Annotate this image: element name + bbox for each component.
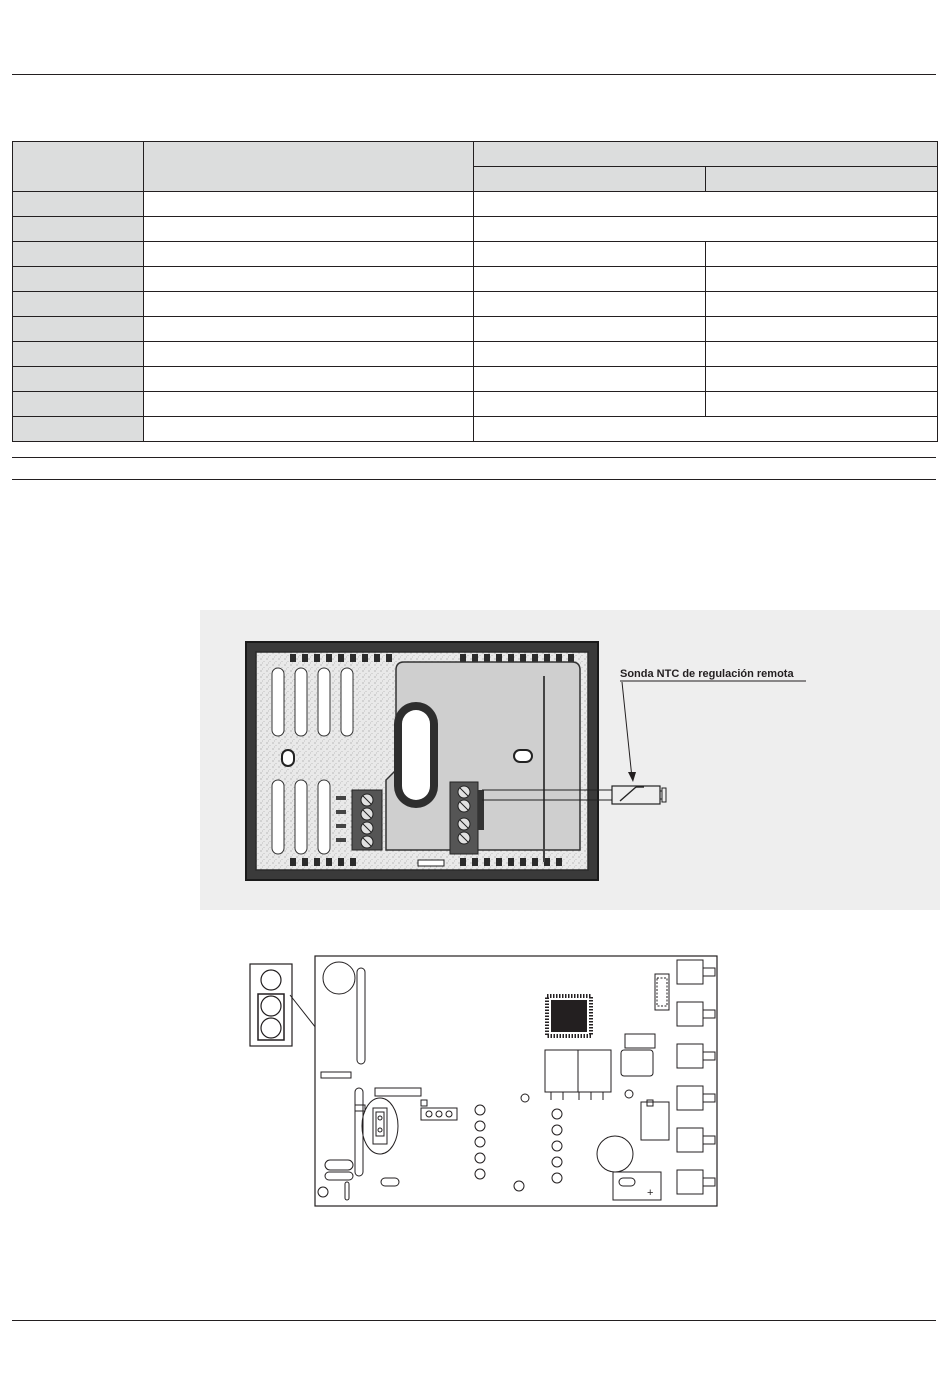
table-cell: [474, 192, 938, 217]
row-label-cell: [13, 417, 144, 442]
ntc-probe-label: Sonda NTC de regulación remota: [620, 668, 794, 680]
table-cell: [706, 242, 938, 267]
row-label-cell: [13, 367, 144, 392]
row-label-cell: [13, 317, 144, 342]
table-cell: [706, 367, 938, 392]
row-label-cell: [13, 192, 144, 217]
table-cell: [144, 392, 474, 417]
row-label-cell: [13, 217, 144, 242]
table-row: [13, 342, 938, 367]
table-row: [13, 417, 938, 442]
table-cell: [144, 292, 474, 317]
table-header-cell: [13, 142, 144, 192]
table-cell: [144, 242, 474, 267]
table-row: [13, 217, 938, 242]
table-cell: [706, 342, 938, 367]
table-cell: [706, 267, 938, 292]
table-subheader-cell: [706, 167, 938, 192]
table-cell: [474, 317, 706, 342]
table-cell: [474, 217, 938, 242]
table-header-cell: [144, 142, 474, 192]
table-cell: [474, 267, 706, 292]
thermostat-wiring-figure: [200, 610, 940, 910]
section-rule: [12, 479, 936, 480]
table-cell: [706, 292, 938, 317]
row-label-cell: [13, 242, 144, 267]
row-label-cell: [13, 267, 144, 292]
row-label-cell: [13, 392, 144, 417]
thermostat-housing: [246, 642, 598, 880]
table-cell: [706, 317, 938, 342]
table-subheader-cell: [474, 167, 706, 192]
table-row: [13, 242, 938, 267]
top-rule: [12, 74, 936, 75]
table-cell: [706, 392, 938, 417]
section-rule: [12, 457, 936, 458]
jumper-detail: [250, 964, 292, 1046]
table-cell: [474, 417, 938, 442]
microcontroller-chip: [547, 996, 591, 1036]
table-cell: [474, 392, 706, 417]
table-row: [13, 292, 938, 317]
row-label-cell: [13, 342, 144, 367]
table-cell: [144, 317, 474, 342]
table-cell: [474, 292, 706, 317]
footer-rule: [12, 1320, 936, 1321]
table-row: [13, 317, 938, 342]
table-cell: [144, 192, 474, 217]
table-row: [13, 392, 938, 417]
battery-polarity-symbol: +: [647, 1187, 654, 1199]
table-row: [13, 192, 938, 217]
table-cell: [474, 342, 706, 367]
table-header-cell: [474, 142, 938, 167]
table-header-row: [13, 142, 938, 167]
table-cell: [144, 367, 474, 392]
table-cell: [144, 417, 474, 442]
table-cell: [474, 367, 706, 392]
table-cell: [144, 217, 474, 242]
specification-table: [12, 141, 938, 442]
table-cell: [144, 342, 474, 367]
pcb-jumper-figure: [245, 950, 725, 1210]
table-row: [13, 367, 938, 392]
table-cell: [474, 242, 706, 267]
table-row: [13, 267, 938, 292]
table-cell: [144, 267, 474, 292]
row-label-cell: [13, 292, 144, 317]
